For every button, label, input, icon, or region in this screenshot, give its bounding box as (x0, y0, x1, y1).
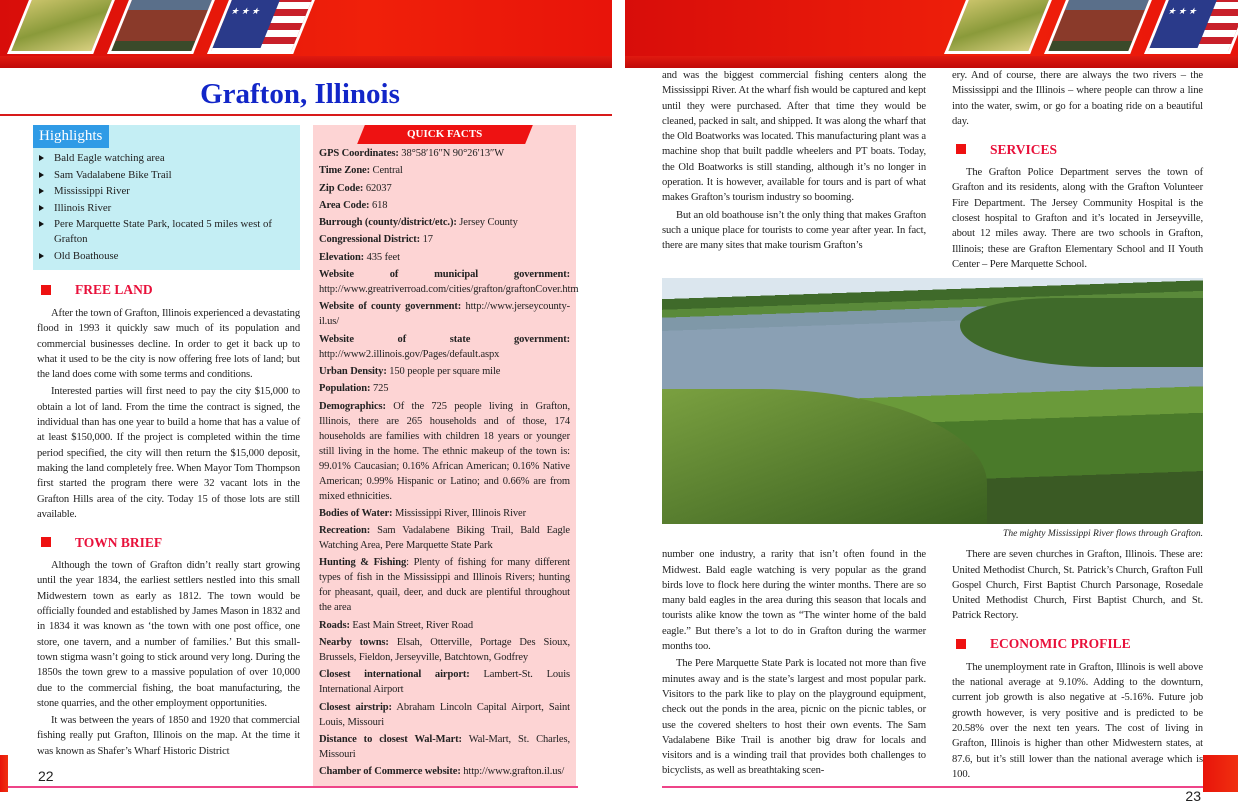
quick-fact-label: Bodies of Water: (319, 507, 393, 519)
quick-fact-item (319, 198, 570, 213)
paragraph: There are seven churches in Grafton, Illinois. These are: United Methodist Church, St. Patrick’s Church, Grafton Full Gospel Church, First Baptist Church Parsonage, Rosedale United Methodist Church, First Baptist Church, and St. Patrick Rectory. (952, 549, 1203, 622)
right-page (625, 0, 1238, 805)
quick-fact-item (319, 250, 570, 265)
quick-fact-value: Jersey County (456, 217, 518, 229)
quick-fact-label: GPS Coordinates: (319, 148, 399, 159)
quick-fact-item (319, 618, 570, 633)
highlight-item: Illinois River (39, 201, 300, 216)
square-bullet-icon (41, 285, 51, 295)
right-column-2-bottom (952, 547, 1203, 784)
quick-fact-item (319, 555, 570, 615)
paragraph: It was between the years of 1850 and 1920 that commercial fishing really put Grafton, Illinois on the map. At the time it was known as Shafer’s Wharf Historic District (37, 715, 300, 757)
quick-fact-label: Demographics: (319, 400, 386, 412)
left-column (33, 276, 300, 761)
section-heading: ECONOMIC PROFILE (952, 630, 1203, 658)
quick-fact-value: 150 people per square mile (386, 365, 501, 377)
quick-fact-item (319, 700, 570, 730)
quick-fact-label: Nearby towns: (319, 637, 389, 649)
quick-fact-item (319, 364, 570, 379)
quick-fact-value: Wal-Mart, St. Charles, Missouri (319, 733, 570, 760)
quick-fact-value: http://www.jerseycounty-il.us/ (319, 301, 570, 328)
quick-fact-item (319, 381, 570, 396)
bottom-columns (662, 547, 1203, 784)
highlight-item: Bald Eagle watching area (39, 151, 300, 166)
paragraph: and was the biggest commercial fishing centers along the Mississippi River. At the wharf fish would be captured and kept until they were purchased. After that time they would be cleaned, packed in salt, and shipped. It was along the wharf that the Old Boatworks was located. This manufacturing plant was a machine shop that built paddle wheelers and PT boats. Today, the Old Boatworks is still standing, although it’s no longer in operation. It is however, available for tours and is part of what makes Grafton’s tourism industry so booming. (662, 70, 926, 204)
square-bullet-icon (41, 537, 51, 547)
quick-fact-value: Sam Vadalabene Biking Trail, Bald Eagle Watching Area, Pere Marquette State Park (319, 525, 570, 552)
paragraph: Interested parties will first need to pay the city $15,000 to obtain a lot of land. From the time the contract is signed, the individual than has one year to build a home that has a value of at least $150,000. If the project is completed within the time period specified, the city will then return the $15,000 deposit, making the land completely free. When Mayor Tom Thompson first started the program there were 32 vacant lots in the Grafton Hills area of the city. Today 15 of those lots are still available. (37, 386, 300, 520)
footer-block (0, 755, 8, 792)
quick-fact-value: Of the 725 people living in Grafton, Illinois, there are 265 households and of those, 174 households are families with children 18 years or younger still living in the home. The ethnic makeup of the town is: 99.01% Caucasian; 0.16% African American; 0.16% Native American; 0.99% Hispanic or Latino; and 0.66% are from mixed ethnicities. (319, 400, 570, 502)
quick-fact-item (319, 523, 570, 553)
quick-fact-value: 618 (369, 199, 388, 211)
quick-fact-label: Roads: (319, 619, 350, 631)
quick-fact-item (319, 399, 570, 504)
section-heading: SERVICES (952, 135, 1203, 163)
quick-fact-item (319, 506, 570, 521)
quick-fact-item (319, 163, 570, 178)
photo-caption: The mighty Mississippi River flows through Grafton. (1003, 529, 1203, 540)
quick-fact-label: Congressional District: (319, 234, 421, 246)
quick-fact-label: Closest international airport: (319, 669, 470, 681)
quick-fact-value: 435 feet (364, 251, 400, 263)
quick-fact-label: Website of state government: (319, 333, 570, 345)
quick-fact-label: Area Code: (319, 199, 370, 211)
right-column-2-top (952, 68, 1203, 274)
left-page (0, 0, 612, 792)
quick-fact-item (319, 667, 570, 697)
quick-facts-title: QUICK FACTS (357, 125, 533, 144)
quick-fact-value: http://www.greatriverroad.com/cities/grafton/graftonCover.htm (319, 284, 579, 296)
highlight-item: Pere Marquette State Park, located 5 miles west of Grafton (39, 217, 300, 247)
quick-fact-label: Time Zone: (319, 165, 371, 177)
paragraph: ery. And of course, there are always the two rivers – the Mississippi and the Illinois – where people can throw a line into the water, swim, or go for a boating ride on a beautiful day. (952, 70, 1203, 127)
highlight-item: Sam Vadalabene Bike Trail (39, 168, 300, 183)
highlight-item: Old Boathouse (39, 249, 300, 264)
quick-fact-item (319, 181, 570, 196)
river-photo (662, 278, 1203, 524)
quick-fact-label: Chamber of Commerce website: (319, 766, 461, 778)
square-bullet-icon (956, 639, 966, 649)
quick-fact-value: 17 (420, 234, 433, 246)
quick-fact-item (319, 635, 570, 665)
quick-fact-item (319, 332, 570, 362)
paragraph: After the town of Grafton, Illinois experienced a devastating flood in 1993 it quickly saw much of its population and commercial businesses decline. In order to get it back up to what it used to be the city is now offering free lots of land; but the land does come with some terms and conditions. (37, 308, 300, 381)
quick-fact-label: Urban Density: (319, 365, 387, 377)
quick-fact-item (319, 232, 570, 247)
quick-fact-label: Zip Code: (319, 182, 364, 194)
quick-fact-value: 62037 (363, 182, 392, 194)
quick-fact-value: 725 (370, 383, 389, 395)
quick-fact-label: Elevation: (319, 251, 365, 263)
highlights-box (33, 125, 300, 270)
quick-fact-item (319, 732, 570, 762)
quick-fact-value: Elsah, Otterville, Portage Des Sioux, Brussels, Fieldon, Jerseyville, Batchtown, Godfrey (319, 637, 570, 664)
left-flow (33, 125, 300, 792)
quick-fact-value: 38°58′16″N 90°26′13″W (398, 148, 505, 159)
paragraph: Although the town of Grafton didn’t really start growing until the year 1834, the earliest settlers nestled into this small Midwestern town as early as 1812. The town would be officially founded and established by James Mason in 1832 and in 1834 it was known as ‘the town with one post office, one store, one tavern, and a number of families.’ But this small-town stigma wasn’t going to stick around very long. During the 1850s the town grew to a massive population of over 10,000 due to the commercial fishing, the boat manufacturing, the stone quarries, and the other employment opportunities. (37, 560, 300, 709)
page-number: 23 (1185, 788, 1201, 805)
page-title: Grafton, Illinois (200, 78, 400, 110)
quick-fact-item (319, 764, 570, 779)
quick-fact-item (319, 215, 570, 230)
right-column-1-bottom (662, 547, 926, 784)
title-rule (0, 114, 612, 116)
quick-fact-label: Hunting & Fishing (319, 557, 407, 569)
section-heading: TOWN BRIEF (37, 528, 300, 556)
paragraph: The Grafton Police Department serves the town of Grafton and its residents, along with the Grafton Volunteer Fire Department. The Jersey Community Hospital is the closest hospital to Grafton and it’s located in Jerseyville, about 12 miles away. There are two schools in Grafton, Illinois; these are Grafton Elementary School and II Youth Center – Pere Marquette School. (952, 167, 1203, 270)
quick-fact-label: Closest airstrip: (319, 701, 392, 713)
quick-facts-list (319, 146, 579, 779)
quick-fact-value: http://www2.illinois.gov/Pages/default.aspx (319, 348, 500, 360)
quick-fact-label: Website of municipal government: (319, 269, 570, 281)
right-flow (662, 68, 1203, 812)
quick-fact-label: Website of county government: (319, 301, 462, 313)
footer-block (1203, 755, 1238, 792)
paragraph: The unemployment rate in Grafton, Illinois is well above the national average at 9.10%. Adding to the downturn, current job growth is also negative at -5.16%. Future job growth however, is very positive and is predicted to be 20.58% over the next ten years. The cost of living in Grafton, Illinois is higher than other Midwestern states, at 87.6, but it’s still lower than the national average which is 100. (952, 661, 1203, 780)
paragraph: number one industry, a rarity that isn’t often found in the Midwest. Bald eagle watching is very popular as the grand birds love to flock here during the winter months. There are so many bald eagles in the area during this season that locals and tourists alike know the town as “The winter home of the bald eagle.” But there’s a lot to do in Grafton during the warmer months too. (662, 549, 926, 653)
quick-fact-label: Distance to closest Wal-Mart: (319, 733, 462, 745)
top-columns (662, 68, 1203, 274)
quick-fact-label: Population: (319, 383, 371, 395)
highlight-item: Mississippi River (39, 184, 300, 199)
quick-fact-value: http://www.grafton.il.us/ (460, 766, 565, 778)
paragraph: The Pere Marquette State Park is located not more than five minutes away and is the state’s largest and most popular park. Visitors to the park like to play on the playground equipment, check out the ponds in the area, picnic on the picnic tables, or use the covered shelters to host their own events. The Sam Vadalabene Bike Trail is another big draw for locals and visitors and is a winding trail that provides both challenges to bicyclists, as well as breathtaking scen- (662, 658, 926, 777)
quick-fact-item (319, 146, 570, 161)
paragraph: But an old boathouse isn’t the only thing that makes Grafton such a unique place for tourists to come year after year. In fact, there are many sites that make tourism Grafton’s (662, 209, 926, 252)
page-number: 22 (38, 768, 54, 784)
highlights-title: Highlights (33, 125, 109, 148)
quick-fact-label: Recreation: (319, 525, 371, 537)
right-column-1-top (662, 68, 926, 274)
quick-fact-value: Lambert-St. Louis International Airport (319, 669, 570, 696)
quick-fact-value: Abraham Lincoln Capital Airport, Saint Louis, Missouri (319, 701, 570, 728)
quick-fact-value: Central (370, 165, 403, 177)
quick-fact-label: Burrough (county/district/etc.): (319, 217, 457, 229)
quick-fact-value: East Main Street, River Road (349, 619, 473, 631)
quick-fact-item (319, 299, 570, 329)
quick-facts-box (313, 125, 579, 786)
quick-fact-item (319, 267, 579, 297)
section-heading: FREE LAND (37, 276, 300, 304)
quick-fact-value: Mississippi River, Illinois River (392, 507, 527, 519)
square-bullet-icon (956, 144, 966, 154)
quick-fact-value: : Plenty of fishing for many different types of fish in the Mississippi and Illinois Rivers; hunting for pheasant, quail, deer, and duck are plentiful throughout the area (319, 557, 570, 614)
